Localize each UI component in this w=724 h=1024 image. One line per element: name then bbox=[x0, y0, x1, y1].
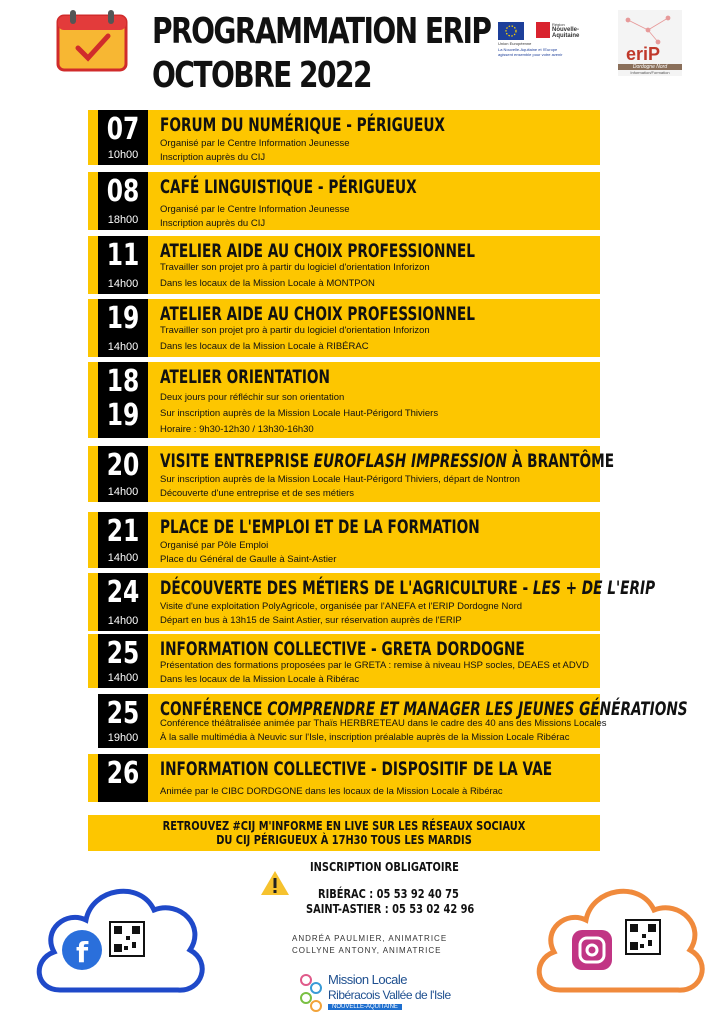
eu-flag-icon bbox=[498, 22, 524, 40]
svg-text:f: f bbox=[76, 936, 89, 969]
erip-logo-sub: Dordogne Nord bbox=[618, 64, 682, 70]
event-title: INFORMATION COLLECTIVE - DISPOSITIF DE LA VAE bbox=[160, 758, 553, 780]
event-date: 21 14h00 bbox=[98, 512, 148, 568]
event-date: 24 14h00 bbox=[98, 573, 148, 631]
mission-locale-logo-icon bbox=[298, 972, 326, 1016]
event-row bbox=[88, 236, 600, 294]
eu-region-logo bbox=[498, 22, 584, 60]
warning-icon bbox=[260, 870, 290, 896]
event-date: 08 18h00 bbox=[98, 172, 148, 230]
event-detail: Animée par le CIBC DORDGONE dans les locaux de la Mission Locale à Ribérac bbox=[160, 786, 503, 797]
event-date: 20 14h00 bbox=[98, 446, 148, 502]
event-title: CAFÉ LINGUISTIQUE - PÉRIGUEUX bbox=[160, 176, 417, 198]
event-date: 19 14h00 bbox=[98, 299, 148, 357]
event-detail: Présentation des formations proposées par le GRETA : remise à niveau HSP socles, DEAES et ADVD bbox=[160, 660, 589, 671]
event-title: ATELIER AIDE AU CHOIX PROFESSIONNEL bbox=[160, 240, 475, 262]
erip-logo bbox=[618, 10, 682, 76]
event-detail: Organisé par le Centre Information Jeunesse bbox=[160, 138, 350, 149]
event-detail: Dans les locaux de la Mission Locale à RIBÉRAC bbox=[160, 341, 369, 352]
event-row bbox=[88, 362, 600, 438]
mission-locale-subtitle: Ribéracois Vallée de l'Isle bbox=[328, 988, 451, 1002]
event-detail: Sur inscription auprès de la Mission Locale Haut-Périgord Thiviers, départ de Nontron bbox=[160, 474, 520, 485]
event-detail: Dans les locaux de la Mission Locale à MONTPON bbox=[160, 278, 375, 289]
contact-2: COLLYNE ANTONY, ANIMATRICE bbox=[292, 946, 442, 955]
page-title: PROGRAMMATION ERIP OCTOBRE 2022 bbox=[152, 11, 491, 96]
event-detail: À la salle multimédia à Neuvic sur l'Isle, inscription préalable auprès de la Mission Locale Ribérac bbox=[160, 732, 570, 743]
event-date: 25 19h00 bbox=[98, 694, 148, 748]
event-detail: Deux jours pour réfléchir sur son orientation bbox=[160, 392, 345, 403]
erip-logo-sub2: Information/Formation bbox=[630, 70, 670, 75]
event-detail: Visite d'une exploitation PolyAgricole, organisée par l'ANEFA et l'ERIP Dordogne Nord bbox=[160, 601, 523, 612]
event-detail: Organisé par Pôle Emploi bbox=[160, 540, 269, 551]
event-row bbox=[88, 299, 600, 357]
eu-text-2: La Nouvelle-Aquitaine et l'Europe bbox=[498, 47, 558, 52]
event-title: DÉCOUVERTE DES MÉTIERS DE L'AGRICULTURE - LES + DE L'ERIP bbox=[160, 577, 656, 599]
facebook-cloud[interactable] bbox=[30, 870, 210, 1004]
event-date: 26 bbox=[98, 754, 148, 802]
event-detail: Organisé par le Centre Information Jeunesse bbox=[160, 204, 350, 215]
phone-riberac: RIBÉRAC : 05 53 92 40 75 bbox=[318, 887, 459, 901]
event-title: CONFÉRENCE COMPRENDRE ET MANAGER LES JEUNES GÉNÉRATIONS bbox=[160, 698, 688, 720]
instagram-icon[interactable] bbox=[572, 930, 612, 970]
event-title: FORUM DU NUMÉRIQUE - PÉRIGUEUX bbox=[160, 114, 445, 136]
contact-1: ANDRÉA PAULMIER, ANIMATRICE bbox=[292, 934, 448, 943]
event-title: PLACE DE L'EMPLOI ET DE LA FORMATION bbox=[160, 516, 480, 538]
eu-text: Union Européenne bbox=[498, 41, 532, 46]
mission-locale-region: NOUVELLE-AQUITAINE bbox=[328, 1004, 402, 1010]
event-detail: Place du Général de Gaulle à Saint-Astier bbox=[160, 554, 337, 565]
region-text-1: Région bbox=[552, 22, 565, 27]
event-detail: Inscription auprès du CIJ bbox=[160, 152, 266, 163]
calendar-check-icon bbox=[56, 8, 128, 72]
eu-text-3: agissent ensemble pour votre avenir bbox=[498, 52, 563, 57]
event-detail: Dans les locaux de la Mission Locale à Ribérac bbox=[160, 674, 360, 685]
event-title: INFORMATION COLLECTIVE - GRETA DORDOGNE bbox=[160, 638, 525, 660]
instagram-cloud[interactable] bbox=[530, 870, 710, 1004]
social-banner: RETROUVEZ #CIJ M'INFORME EN LIVE SUR LES RÉSEAUX SOCIAUX DU CIJ PÉRIGUEUX À 17H30 TOUS LES MARDIS bbox=[88, 815, 600, 851]
event-detail: Travailler son projet pro à partir du logiciel d'orientation Inforizon bbox=[160, 262, 430, 273]
event-row bbox=[88, 694, 688, 748]
event-title: ATELIER ORIENTATION bbox=[160, 366, 330, 388]
event-date: 07 10h00 bbox=[98, 110, 148, 165]
event-row bbox=[88, 110, 600, 165]
event-title: ATELIER AIDE AU CHOIX PROFESSIONNEL bbox=[160, 303, 475, 325]
event-detail: Découverte d'une entreprise et de ses métiers bbox=[160, 488, 355, 499]
erip-logo-text: eriP bbox=[626, 44, 661, 64]
event-detail: Travailler son projet pro à partir du logiciel d'orientation Inforizon bbox=[160, 325, 430, 336]
region-emblem-icon bbox=[536, 22, 550, 38]
event-date: 11 14h00 bbox=[98, 236, 148, 294]
mission-locale-name: Mission Locale bbox=[328, 972, 407, 987]
event-row bbox=[88, 573, 656, 631]
event-date: 25 14h00 bbox=[98, 634, 148, 688]
event-detail: Départ en bus à 13h15 de Saint Astier, sur réservation auprès de l'ERIP bbox=[160, 615, 462, 626]
region-text-2: Nouvelle- bbox=[552, 27, 580, 33]
event-row bbox=[88, 634, 600, 688]
event-detail: Conférence théâtralisée animée par Thaïs HERBRETEAU dans le cadre des 40 ans des Missions Locales bbox=[160, 718, 607, 729]
event-date: 18 19 bbox=[98, 362, 148, 438]
phone-saint-astier: SAINT-ASTIER : 05 53 02 42 96 bbox=[306, 902, 475, 916]
inscription-title: INSCRIPTION OBLIGATOIRE bbox=[310, 860, 459, 874]
event-row bbox=[88, 754, 600, 802]
event-detail: Horaire : 9h30-12h30 / 13h30-16h30 bbox=[160, 424, 314, 435]
event-row bbox=[88, 512, 600, 568]
event-detail: Inscription auprès du CIJ bbox=[160, 218, 266, 229]
event-detail: Sur inscription auprès de la Mission Locale Haut-Périgord Thiviers bbox=[160, 408, 439, 419]
region-text-3: Aquitaine bbox=[552, 33, 580, 39]
event-row bbox=[88, 172, 600, 230]
event-row bbox=[88, 446, 615, 502]
event-title: VISITE ENTREPRISE EUROFLASH IMPRESSION À BRANTÔME bbox=[160, 450, 615, 472]
